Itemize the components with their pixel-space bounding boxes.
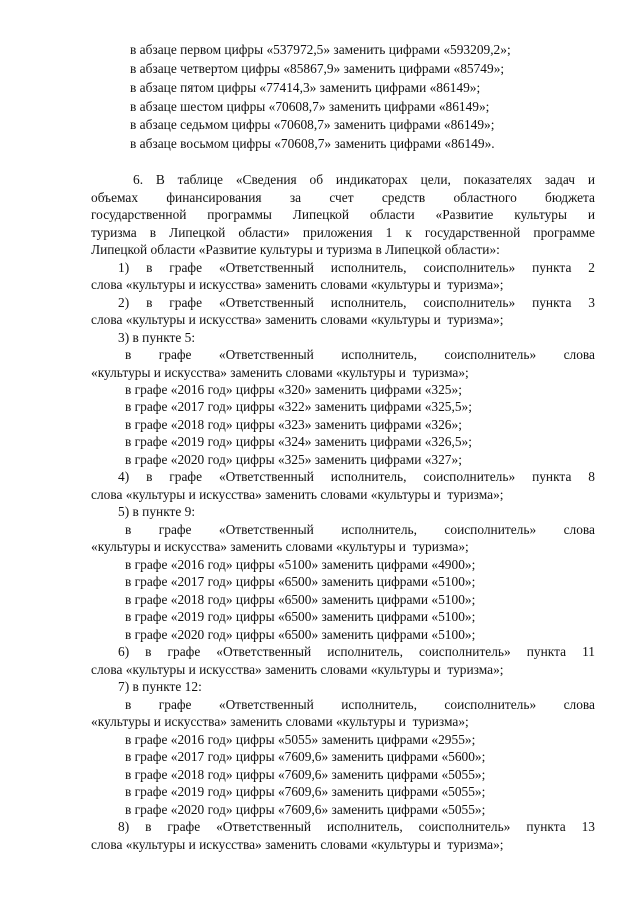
text-line: государственной программы Липецкой области «Развитие культуры и <box>91 207 595 222</box>
text-line: в абзаце четвертом цифры «85867,9» заменить цифрами «85749»; <box>130 61 505 76</box>
text-line: в графе «2020 год» цифры «325» заменить цифрами «327»; <box>125 452 462 467</box>
text-line: в графе «2020 год» цифры «7609,6» заменить цифрами «5055»; <box>125 802 486 817</box>
text-line: «культуры и искусства» заменить словами «культуры и туризма»; <box>91 714 469 729</box>
text-line: в графе «2019 год» цифры «7609,6» заменить цифрами «5055»; <box>125 784 486 799</box>
text-line: объемах финансирования за счет средств областного бюджета <box>91 190 595 205</box>
list-item: 7) в пункте 12: <box>118 679 202 694</box>
text-line: в графе «2016 год» цифры «5055» заменить цифрами «2955»; <box>125 732 476 747</box>
text-line: слова «культуры и искусства» заменить словами «культуры и туризма»; <box>91 487 504 502</box>
text-line: в графе «Ответственный исполнитель, соисполнитель» слова <box>125 347 595 362</box>
text-line: в графе «2016 год» цифры «320» заменить цифрами «325»; <box>125 382 462 397</box>
list-item: 1) в графе «Ответственный исполнитель, соисполнитель» пункта 2 <box>118 260 595 275</box>
text-line: в графе «Ответственный исполнитель, соисполнитель» слова <box>125 522 595 537</box>
text-line: «культуры и искусства» заменить словами «культуры и туризма»; <box>91 365 469 380</box>
text-line: слова «культуры и искусства» заменить словами «культуры и туризма»; <box>91 837 504 852</box>
text-line: в абзаце шестом цифры «70608,7» заменить цифрами «86149»; <box>130 99 490 114</box>
text-line: в графе «2020 год» цифры «6500» заменить цифрами «5100»; <box>125 627 476 642</box>
text-line: «культуры и искусства» заменить словами «культуры и туризма»; <box>91 539 469 554</box>
list-item: 3) в пункте 5: <box>118 330 196 345</box>
text-line: в графе «2019 год» цифры «324» заменить цифрами «326,5»; <box>125 434 472 449</box>
text-line: в абзаце восьмом цифры «70608,7» заменить цифрами «86149». <box>130 136 495 151</box>
text-line: в графе «2018 год» цифры «6500» заменить цифрами «5100»; <box>125 592 476 607</box>
text-line: в графе «2019 год» цифры «6500» заменить цифрами «5100»; <box>125 609 476 624</box>
text-line: слова «культуры и искусства» заменить словами «культуры и туризма»; <box>91 312 504 327</box>
list-item: 6) в графе «Ответственный исполнитель, соисполнитель» пункта 11 <box>118 644 595 659</box>
paragraph-heading-line: 6. В таблице «Сведения об индикаторах цели, показателях задач и <box>133 172 595 187</box>
text-line: в графе «2018 год» цифры «7609,6» заменить цифрами «5055»; <box>125 767 486 782</box>
text-line: в графе «2017 год» цифры «7609,6» заменить цифрами «5600»; <box>125 749 486 764</box>
text-line: в абзаце пятом цифры «77414,3» заменить цифрами «86149»; <box>130 80 481 95</box>
text-line: в абзаце седьмом цифры «70608,7» заменить цифрами «86149»; <box>130 117 495 132</box>
text-line: в графе «2017 год» цифры «6500» заменить цифрами «5100»; <box>125 574 476 589</box>
text-line: в графе «2018 год» цифры «323» заменить цифрами «326»; <box>125 417 462 432</box>
list-item: 4) в графе «Ответственный исполнитель, соисполнитель» пункта 8 <box>118 469 595 484</box>
list-item: 5) в пункте 9: <box>118 504 196 519</box>
text-line: слова «культуры и искусства» заменить словами «культуры и туризма»; <box>91 277 504 292</box>
list-item: 8) в графе «Ответственный исполнитель, соисполнитель» пункта 13 <box>118 819 595 834</box>
list-item: 2) в графе «Ответственный исполнитель, соисполнитель» пункта 3 <box>118 295 595 310</box>
text-line: в графе «2017 год» цифры «322» заменить цифрами «325,5»; <box>125 399 472 414</box>
text-line: туризма в Липецкой области» приложения 1 к государственной программе <box>91 225 595 240</box>
text-line: слова «культуры и искусства» заменить словами «культуры и туризма»; <box>91 662 504 677</box>
text-line: Липецкой области «Развитие культуры и туризма в Липецкой области»: <box>91 242 500 257</box>
text-line: в графе «2016 год» цифры «5100» заменить цифрами «4900»; <box>125 557 476 572</box>
text-line: в графе «Ответственный исполнитель, соисполнитель» слова <box>125 697 595 712</box>
text-line: в абзаце первом цифры «537972,5» заменить цифрами «593209,2»; <box>130 42 511 57</box>
